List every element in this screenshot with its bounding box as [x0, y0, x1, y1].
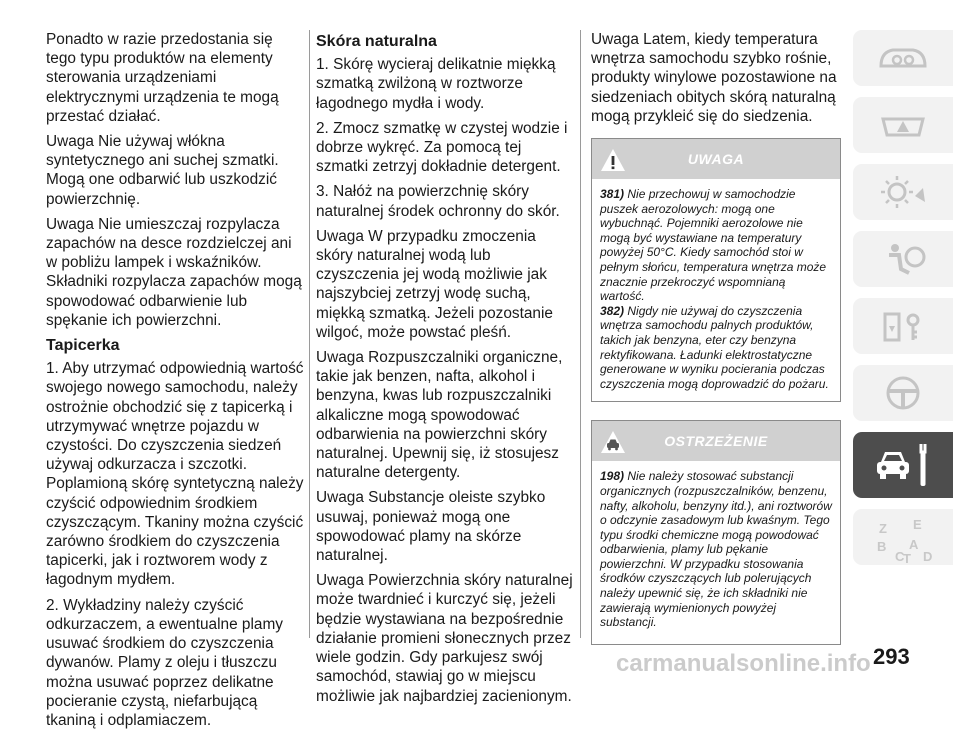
warning-triangle-icon — [600, 147, 626, 187]
section-heading-leather: Skóra naturalna — [316, 33, 437, 50]
index-letter: T — [903, 551, 911, 565]
paragraph: Uwaga Substancje oleiste szybko usuwaj, ponieważ mogą one spowodować plamy na skórze naturalnej. — [316, 489, 546, 565]
index-letter: A — [909, 537, 919, 552]
note-number: 381) — [600, 187, 625, 202]
tab-starting[interactable] — [853, 298, 953, 354]
index-letter: D — [923, 549, 933, 564]
paragraph: 3. Nałóż na powierzchnię skóry naturalnej środek ochronny do skór. — [316, 183, 560, 220]
caution-body — [592, 461, 840, 644]
warning-text: Nie przechowuj w samochodzie puszek aerozolowych: mogą one wybuchnąć. Pojemniki aerozolowe nie mogą być wystawiane na temperatury powyżej 50°C. Kiedy samochód stoi w pełnym słońcu, temperatura wnętrza może znacznie przekroczyć wspomnianą wartość. — [600, 187, 827, 304]
paragraph: Uwaga Nie używaj włókna syntetycznego ani suchej szmatki. Mogą one odbarwić lub uszkodzić powierzchnię. — [46, 133, 279, 208]
warning-box-header — [592, 139, 840, 179]
warning-title: UWAGA — [687, 151, 745, 168]
warning-box — [591, 138, 841, 402]
column-left — [46, 30, 304, 736]
paragraph: 2. Zmocz szmatkę w czystej wodzie i dobrze wykręć. Za pomocą tej szmatki zetrzyj dokładnie detergent. — [316, 119, 568, 176]
paragraph: Uwaga Rozpuszczalniki organiczne, takie jak benzen, nafta, alkohol i benzyna, kwas lub rozpuszczalniki alkaliczne mogą spowodować odbarwienia na powierzchni skóry naturalnej. Upewnij się, iż stosujesz naturalne detergenty. — [316, 349, 563, 482]
tab-dashboard[interactable] — [853, 30, 953, 86]
index-letter: Z — [879, 521, 887, 536]
caution-box-header — [592, 421, 840, 461]
car-warning-icon — [600, 429, 626, 469]
caution-text: Nie należy stosować substancji organicznych (rozpuszczalników, benzenu, nafty, alkoholu, benzyny itd.), ani roztworów o odczynie zasadowym lub kwaśnym. Tego typu środki chemiczne mogą powodować odbarwienia, plamy lub pękanie powierzchni. W przypadku stosowania środków czyszczących lub polerujących należy upewnić się, że ich składniki nie zawierają wymienionych powyżej substancji. — [600, 469, 832, 630]
note-number: 382) — [600, 303, 625, 318]
column-middle — [316, 30, 574, 712]
paragraph: Uwaga Latem, kiedy temperatura wnętrza samochodu szybko rośnie, produkty winylowe pozostawione na siedzeniach obitych skórą naturalną mogą przykleić się do siedzenia. — [591, 31, 837, 125]
watermark: carmanualsonline.info — [616, 650, 871, 677]
paragraph: Uwaga Nie umieszczaj rozpylacza zapachów na desce rozdzielczej ani w pobliżu lampek i wskaźników. Składniki rozpylacza zapachów mogą spowodować odbarwienie lub spękanie ich powierzchni. — [46, 215, 302, 329]
paragraph: 2. Wykładziny należy czyścić odkurzaczem, a ewentualne plamy usuwać środkiem do czyszczenia dywanów. Plamy z oleju i tłuszczu można usuwać poprzez delikatne pocieranie czystą, niefarbującą tkaniną i odplamiaczem. — [46, 596, 283, 729]
section-heading-upholstery: Tapicerka — [46, 337, 120, 355]
tab-alphabetical-index[interactable] — [853, 509, 953, 565]
tab-airbag[interactable] — [853, 231, 953, 287]
warning-text: Nigdy nie używaj do czyszczenia wnętrza samochodu palnych produktów, takich jak benzyna, eter czy benzyna rektyfikowana. Ładunki elektrostatyczne generowane w wyniku pocierania podczas czyszczenia mogą doprowadzić do pożaru. — [600, 303, 829, 391]
page-number: 293 — [873, 644, 910, 669]
caution-title: OSTRZEŻENIE — [664, 433, 768, 450]
paragraph: 1. Aby utrzymać odpowiednią wartość swojego nowego samochodu, należy ostrożnie obchodzić się z tapicerką i utrzymywać wnętrze pojazdu w czystości. Do czyszczenia siedzeń używaj odkurzacza i szczotki. Poplamioną skórę syntetyczną należy czyścić odpowiednim środkiem czyszczącym. Tkaniny można czyścić zarówno środkiem do czyszczenia tapicerki, jak i roztworem wody z łagodnym mydłem. — [46, 360, 304, 589]
tab-driving[interactable] — [853, 365, 953, 421]
paragraph: Uwaga Powierzchnia skóry naturalnej może twardnieć i kurczyć się, jeżeli będzie wystawiana na bezpośrednie działanie promieni słonecznych przez wiele godzin. Gdy parkujesz swój samochód, stawiaj go w miejscu możliwie jak najbardziej zacienionym. — [316, 572, 573, 705]
paragraph: Uwaga W przypadku zmoczenia skóry naturalnej wodą lub czyszczenia jej wodą możliwie jak najszybciej zetrzyj wodę suchą, miękką szmatką. Jeżeli pozostanie wilgoć, może powstać pleśń. — [316, 227, 553, 341]
index-letter: E — [913, 517, 922, 532]
column-right — [591, 30, 841, 645]
chapter-tabs — [853, 30, 960, 576]
caution-box — [591, 420, 841, 645]
tab-maintenance[interactable] — [853, 432, 953, 498]
note-number: 198) — [600, 469, 625, 484]
paragraph: 1. Skórę wycieraj delikatnie miękką szmatką zwilżoną w roztworze łagodnego mydła i wody. — [316, 56, 556, 112]
index-letter: B — [877, 539, 887, 554]
warning-body — [592, 179, 840, 401]
column-divider — [309, 30, 310, 638]
column-divider — [580, 30, 581, 638]
paragraph: Ponadto w razie przedostania się tego typu produktów na elementy sterowania urządzeniami elektrycznymi urządzenia te mogą przestać działać. — [46, 31, 279, 125]
tab-warning-lights[interactable] — [853, 97, 953, 153]
index-letter: C — [895, 549, 905, 564]
tab-safety[interactable] — [853, 164, 953, 220]
